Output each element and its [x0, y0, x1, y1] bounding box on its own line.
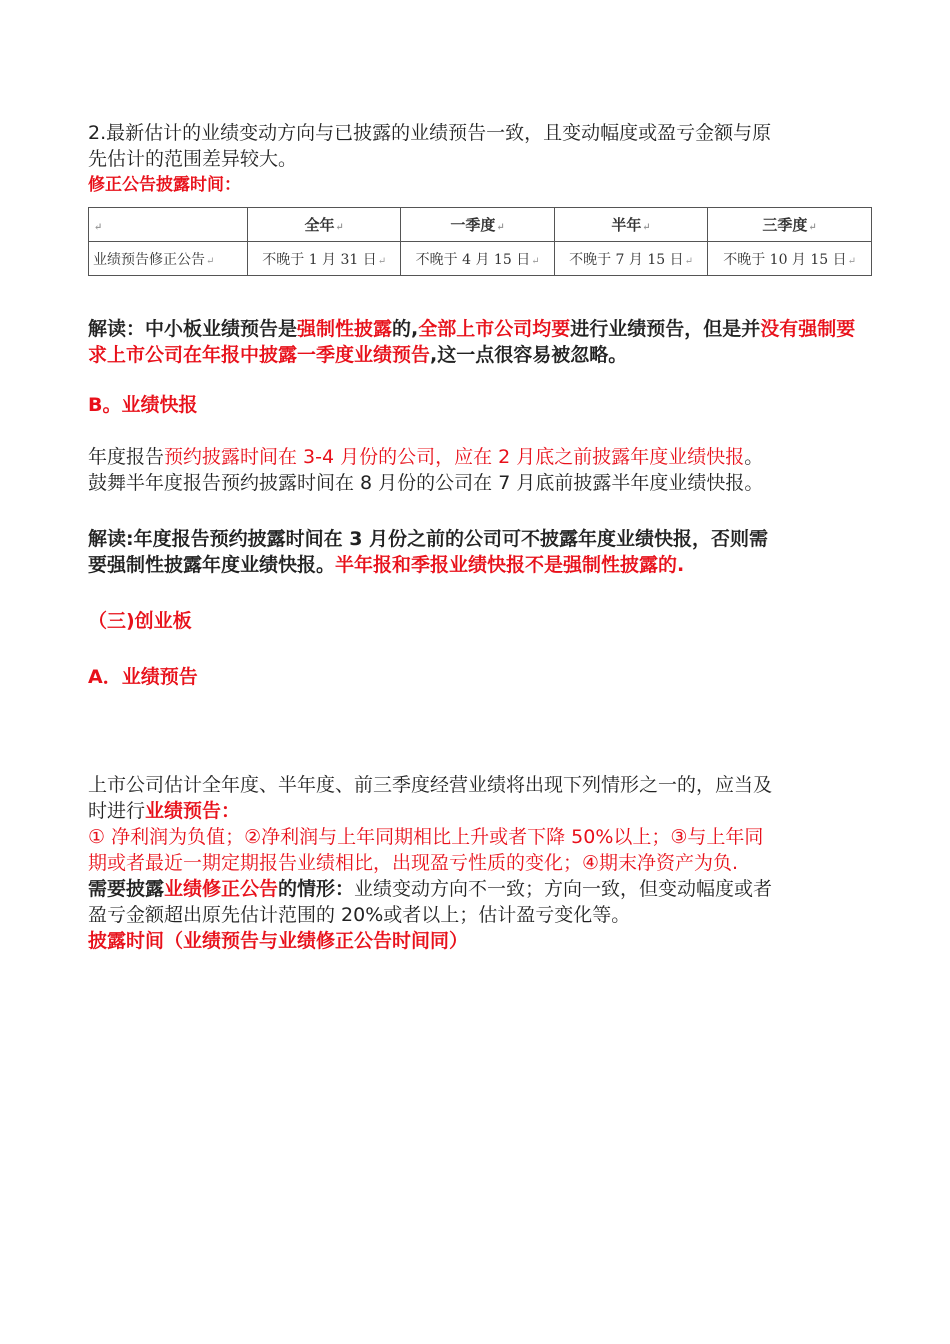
section-heading-a: A．业绩预告	[88, 666, 198, 688]
paragraph-revision-condition	[88, 120, 868, 198]
text-run: 进行业绩预告，但是并	[570, 318, 761, 340]
table-cell: 不晚于 1 月 31 日↵	[248, 242, 401, 276]
text-run: 的,	[392, 318, 419, 340]
text-line: 需要披露业绩修正公告的情形：业绩变动方向不一致；方向一致，但变动幅度或者	[88, 878, 773, 900]
table-header-row	[89, 208, 872, 242]
table-row-label: 业绩预告修正公告↵	[89, 242, 248, 276]
text-line: ① 净利润为负值；②净利润与上年同期相比上升或者下降 50%以上；③与上年同	[88, 826, 764, 848]
text-line: 2.最新估计的业绩变动方向与已披露的业绩预告一致，且变动幅度或盈亏金额与原	[88, 122, 772, 144]
text-line: 要强制性披露年度业绩快报。半年报和季报业绩快报不是强制性披露的.	[88, 554, 685, 576]
table-header-cell: 三季度↵	[708, 208, 872, 242]
text-line: 盈亏金额超出原先估计范围的 20%或者以上；估计盈亏变化等。	[88, 904, 631, 926]
text-run-highlight: 没有强制要求上市公司在年报中披露一季度业绩预告	[88, 318, 856, 366]
interpretation-1	[88, 316, 868, 368]
text-run-highlight: 强制性披露	[297, 318, 393, 340]
table-corner-cell: ↵	[89, 208, 248, 242]
table-header-cell: 全年↵	[248, 208, 401, 242]
paragraph-chinext-forecast	[88, 772, 868, 954]
section-heading-b: B。业绩快报	[88, 394, 198, 416]
section-heading-chinext: （三)创业板	[88, 610, 192, 632]
table-cell: 不晚于 7 月 15 日↵	[554, 242, 707, 276]
text-line: 年度报告预约披露时间在 3-4 月份的公司，应在 2 月底之前披露年度业绩快报。	[88, 446, 764, 468]
text-line: 先估计的范围差异较大。	[88, 148, 298, 170]
text-run-highlight: 全部上市公司均要	[418, 318, 571, 340]
text-line: 期或者最近一期定期报告业绩相比，出现盈亏性质的变化；④期末净资产为负.	[88, 852, 739, 874]
text-run: 解读：中小板业绩预告是	[88, 318, 298, 340]
table-cell: 不晚于 4 月 15 日↵	[401, 242, 554, 276]
revision-time-heading: 修正公告披露时间：	[88, 175, 241, 195]
revision-time-table	[88, 207, 872, 276]
text-line: 上市公司估计全年度、半年度、前三季度经营业绩将出现下列情形之一的，应当及	[88, 774, 773, 796]
text-run: ,这一点很容易被忽略。	[430, 344, 628, 366]
text-line: 鼓舞半年度报告预约披露时间在 8 月份的公司在 7 月底前披露半年度业绩快报。	[88, 472, 764, 494]
paragraph-express-report	[88, 444, 868, 496]
text-line: 披露时间（业绩预告与业绩修正公告时间同）	[88, 930, 469, 952]
table-header-cell: 半年↵	[554, 208, 707, 242]
interpretation-2	[88, 526, 868, 578]
table-cell: 不晚于 10 月 15 日↵	[708, 242, 872, 276]
text-line: 解读:年度报告预约披露时间在 3 月份之前的公司可不披露年度业绩快报，否则需	[88, 528, 769, 550]
table-header-cell: 一季度↵	[401, 208, 554, 242]
text-line: 时进行业绩预告：	[88, 800, 241, 822]
table-row	[89, 242, 872, 276]
